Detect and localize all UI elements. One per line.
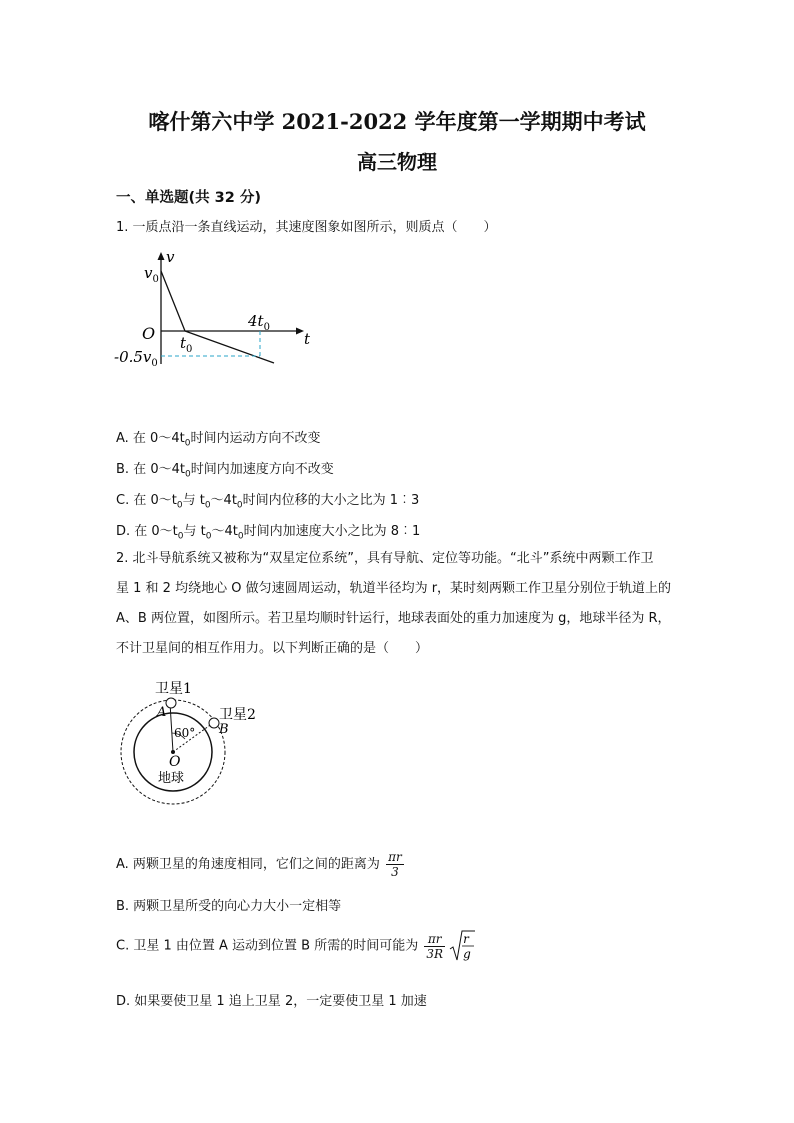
velocity-line-1 (161, 271, 185, 331)
v-axis-arrow (158, 252, 165, 260)
radius-to-a (170, 703, 173, 752)
q1-option-d[interactable]: D. 在 $0\sim t_0$与 $t_0\sim 4t_0$时间内加速度大小之比为 8︰1 (116, 524, 421, 542)
section-heading: 一、单选题(共 32 分) (116, 190, 262, 206)
q2-line-1: 2. 北斗导航系统又被称为“双星定位系统”，具有导航、定位等功能。“北斗”系统中两颗工作卫 (116, 551, 654, 566)
q1-option-c[interactable]: C. 在 $0\sim t_0$与 $t_0\sim 4t_0$时间内位移的大小之比为 1︰3 (116, 493, 420, 511)
sqrt-sign-icon (449, 930, 475, 962)
label-t: t (304, 330, 311, 348)
label-t0: $t_0$ (180, 334, 193, 355)
q2-option-d[interactable]: D. 如果要使卫星 1 追上卫星 2，一定要使卫星 1 加速 (116, 994, 427, 1009)
svg-text:r: r (463, 932, 470, 946)
label-b: B (219, 722, 229, 737)
q1-option-b[interactable]: B. 在 $0\sim 4t_0$时间内加速度方向不改变 (116, 462, 334, 480)
label-a: A (157, 705, 167, 720)
t-axis-arrow (296, 328, 304, 335)
fraction-pi-r-over-3r: $\frac{\pi r}{3R}$ (426, 931, 444, 961)
fraction-pi-r-over-3: $\frac{\pi r}{3}$ (388, 850, 402, 879)
q1-option-a[interactable]: A. 在 $0\sim 4t_0$时间内运动方向不改变 (116, 431, 321, 449)
velocity-time-graph (110, 246, 320, 376)
q2-option-c[interactable]: C. 卫星 1 由位置 A 运动到位置 B 所需的时间可能为 $\frac{\pi r}{3R}$ r g (116, 930, 475, 962)
label-origin: O (142, 324, 156, 343)
q2-line-4: 不计卫星间的相互作用力。以下判断正确的是（ ） (116, 641, 429, 656)
label-neg-half-v0: $-0.5v_0$ (114, 348, 158, 369)
label-v0: $v_0$ (144, 264, 159, 285)
label-angle: 60° (174, 726, 196, 740)
velocity-line-2 (185, 331, 274, 363)
label-4t0: $4t_0$ (248, 312, 270, 333)
q2-option-b[interactable]: B. 两颗卫星所受的向心力大小一定相等 (116, 899, 342, 914)
label-sat2: 卫星2 (219, 707, 256, 723)
exam-subtitle: 高三物理 (357, 150, 437, 174)
sqrt-r-over-g (449, 930, 475, 962)
label-o: O (169, 754, 181, 770)
svg-text:g: g (463, 947, 472, 961)
satellite-1 (166, 698, 176, 708)
exam-title: 喀什第六中学 2021-2022 学年度第一学期期中考试 (148, 109, 646, 134)
question-1-stem: 1. 一质点沿一条直线运动，其速度图象如图所示，则质点（ ） (116, 220, 497, 235)
q2-line-2: 星 1 和 2 均绕地心 O 做匀速圆周运动，轨道半径均为 r，某时刻两颗工作卫星分别位于轨道上的 (116, 581, 672, 596)
question-2-stem (116, 544, 686, 664)
label-v: v (166, 248, 175, 266)
q2-line-3: A、B 两位置，如图所示。若卫星均顺时针运行，地球表面处的重力加速度为 g，地球半径为 R， (116, 611, 671, 626)
label-sat1: 卫星1 (155, 681, 192, 697)
q2-option-a[interactable]: A. 两颗卫星的角速度相同，它们之间的距离为 $\frac{\pi r}{3}$ (116, 850, 402, 879)
label-earth: 地球 (158, 771, 185, 786)
satellite-2 (209, 718, 219, 728)
satellite-orbit-figure (112, 678, 282, 808)
